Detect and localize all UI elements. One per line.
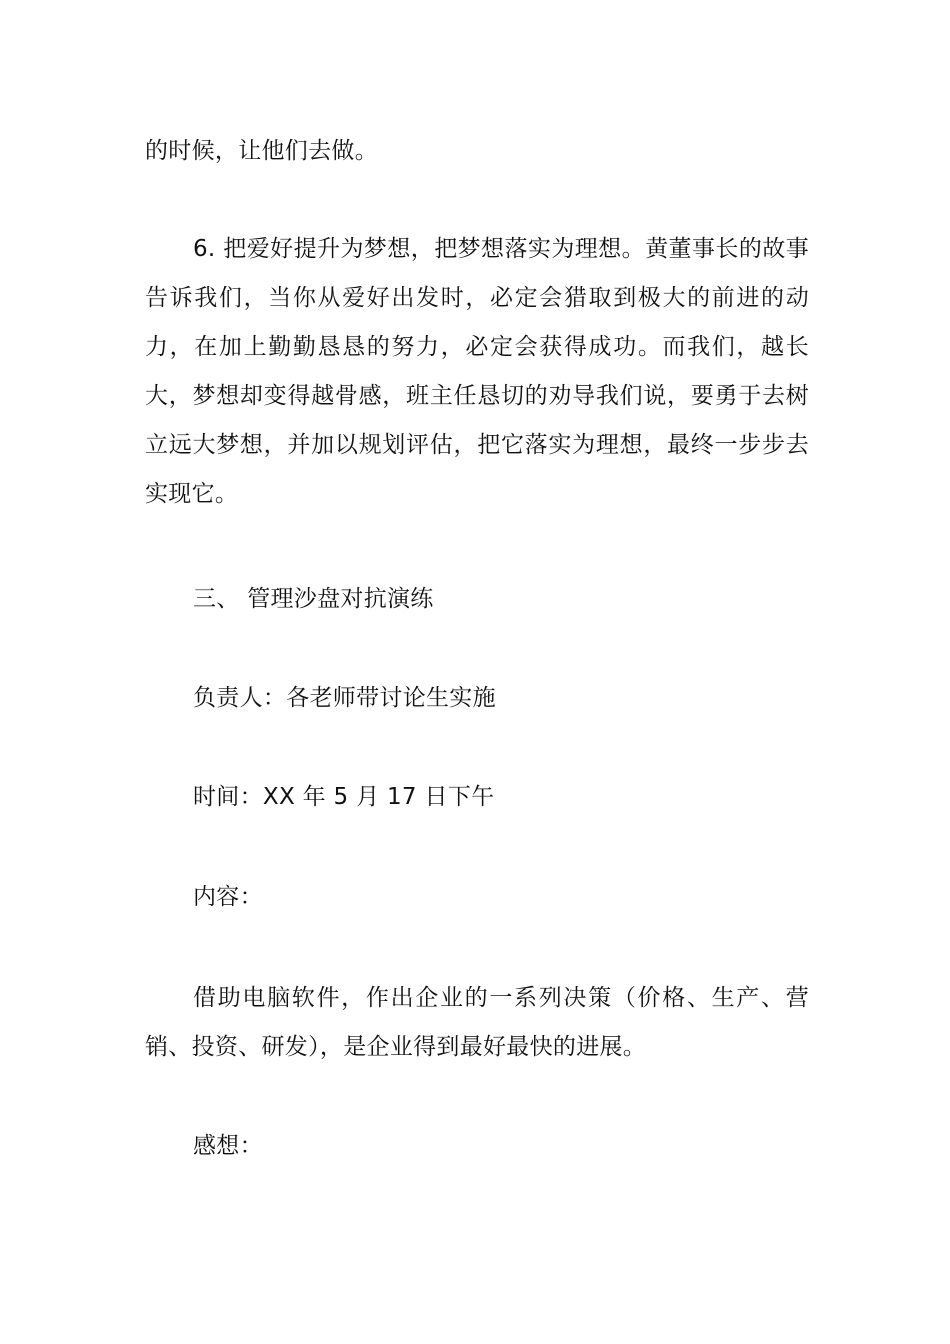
paragraph-responsible: 负责人：各老师带讨论生实施 (193, 685, 496, 711)
paragraph-thoughts-label: 感想： (193, 1133, 263, 1159)
paragraph-point-6: 6. 把爱好提升为梦想，把梦想落实为理想。黄董事长的故事告诉我们，当你从爱好出发时，必定会猎取到极大的前进的动力，在加上勤勤恳恳的努力，必定会获得成功。而我们，越长大，梦想却变得越骨感，班主任恳切的劝导我们说，要勇于去树立远大梦想，并加以规划评估，把它落实为理想，最终一步步去实现它。 (145, 236, 809, 507)
paragraph-content-body: 借助电脑软件，作出企业的一系列决策（价格、生产、营销、投资、研发），是企业得到最好最快的进展。 (145, 985, 809, 1060)
section-heading-3: 三、 管理沙盘对抗演练 (193, 586, 434, 612)
paragraph-time: 时间：XX 年 5 月 17 日下午 (193, 784, 495, 810)
paragraph-continuation: 的时候，让他们去做。 (145, 138, 378, 164)
paragraph-content-label: 内容： (193, 884, 263, 910)
